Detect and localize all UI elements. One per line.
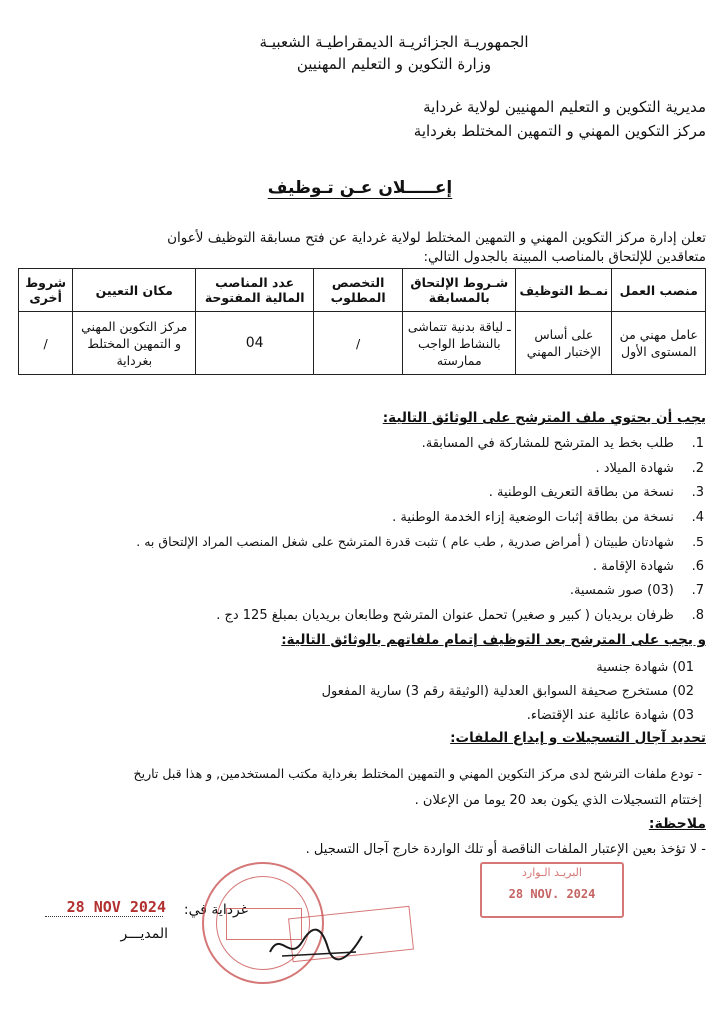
item-number: 1.	[691, 436, 704, 451]
item-number: 4.	[691, 509, 704, 525]
item-text: شهادتان طبيتان ( أمراض صدرية , طب عام ) تثبت قدرة المترشح على شغل المنصب المراد الإلتحاق به .	[136, 534, 675, 549]
item-text: نسخة من بطاقة التعريف الوطنية .	[488, 485, 674, 500]
list-item	[24, 555, 704, 580]
list-item	[24, 579, 704, 604]
cell-position: عامل مهني من المستوى الأول	[612, 312, 706, 375]
list-item	[24, 604, 704, 629]
col-count-header: عدد المناصب المالية المفتوحة	[196, 269, 314, 312]
col-conditions-header: شـروط الإلتحاق بالمسابقة	[403, 269, 516, 312]
reception-stamp	[480, 862, 624, 918]
cell-count: 04	[196, 312, 314, 375]
list-item	[24, 432, 704, 457]
item-text: شهادة عائلية عند الإقتضاء.	[526, 708, 669, 723]
list-item	[24, 481, 704, 506]
item-number: 8.	[691, 607, 704, 623]
center-header: مركز التكوين المهني و التمهين المختلط بغرداية	[413, 122, 706, 140]
cell-place: مركز التكوين المهني و التمهين المختلط بغرداية	[73, 312, 196, 375]
cell-conditions: ـ لياقة بدنية تتماشى بالنشاط الواجب ممارسته	[403, 312, 516, 375]
col-specialty-header: التخصص المطلوب	[313, 269, 402, 312]
place-label: غرداية في:	[183, 902, 248, 918]
item-number: 02)	[672, 684, 694, 699]
table-row	[19, 312, 706, 375]
documents-heading: يجب أن يحتوي ملف المترشح على الوثائق التالية:	[382, 410, 706, 426]
item-number: 7.	[691, 583, 704, 598]
table-header-row	[19, 269, 706, 312]
page-title: إعـــــلان عـن تـوظيف	[267, 178, 453, 198]
deadlines-line-2: إختتام التسجيلات الذي يكون بعد 20 يوما من الإعلان .	[414, 793, 702, 808]
item-text: شهادة الميلاد .	[595, 460, 674, 476]
note-heading: ملاحظة:	[648, 816, 706, 832]
list-item	[94, 704, 694, 728]
item-number: 01)	[672, 660, 694, 675]
item-number: 2.	[691, 460, 704, 476]
cell-other: /	[19, 312, 73, 375]
reception-stamp-label: البريـد الـوارد	[522, 866, 582, 879]
col-other-header: شروط أخرى	[19, 269, 73, 312]
intro-line-2: متعاقدين للإلتحاق بالمناصب المبينة بالجدول التالي:	[423, 249, 706, 265]
list-item	[94, 656, 694, 680]
item-text: طلب بخط يد المترشح للمشاركة في المسابقة.	[421, 436, 674, 451]
list-item	[24, 506, 704, 531]
cell-mode: على أساس الإختبار المهني	[516, 312, 612, 375]
item-text: ظرفان بريديان ( كبير و صغير) تحمل عنوان المترشح وطابعان بريديان بمبلغ 125 دج .	[216, 607, 674, 623]
reception-stamp-date: 28 NOV. 2024	[508, 887, 596, 901]
deadlines-heading: تحديد آجال التسجيلات و إيداع الملفات:	[450, 730, 706, 746]
positions-table	[18, 268, 706, 375]
director-label: المديـــر	[120, 926, 168, 942]
after-hiring-heading: و يجب على المترشح بعد التوظيف إتمام ملفاتهم بالوثائق التالية:	[281, 632, 706, 648]
ministry-header: وزارة التكوين و التعليم المهنيين	[296, 55, 492, 73]
signature-date: 28 NOV 2024	[66, 898, 166, 916]
documents-list	[24, 432, 704, 628]
item-text: (03) صور شمسية.	[569, 583, 674, 598]
signature-icon	[262, 922, 372, 966]
list-item	[94, 680, 694, 704]
item-text: مستخرج صحيفة السوابق العدلية (الوثيقة رقم 3) سارية المفعول	[321, 684, 669, 699]
item-number: 5.	[692, 534, 704, 549]
col-place-header: مكان التعيين	[73, 269, 196, 312]
item-text: نسخة من بطاقة إثبات الوضعية إزاء الخدمة الوطنية .	[392, 509, 674, 525]
item-text: شهادة جنسية	[596, 660, 669, 675]
item-text: شهادة الإقامة .	[592, 558, 674, 574]
note-text: - لا تؤخذ بعين الإعتبار الملفات الناقصة أو تلك الواردة خارج آجال التسجيل .	[305, 842, 706, 857]
intro-line-1: تعلن إدارة مركز التكوين المهني و التمهين المختلط لولاية غرداية عن فتح مسابقة التوظيف لأعوان	[167, 230, 706, 246]
list-item	[24, 457, 704, 482]
directorate-header: مديرية التكوين و التعليم المهنيين لولاية غرداية	[423, 98, 706, 116]
item-number: 3.	[691, 485, 704, 500]
col-position-header: منصب العمل	[612, 269, 706, 312]
item-number: 6.	[691, 558, 704, 574]
item-number: 03)	[672, 708, 694, 723]
cell-specialty: /	[313, 312, 402, 375]
col-mode-header: نمـط التوظيف	[516, 269, 612, 312]
list-item	[24, 530, 704, 555]
republic-header: الجمهوريـة الجزائريـة الديمقراطيـة الشعبيـة	[259, 33, 529, 51]
date-dotted-line	[45, 916, 163, 917]
deadlines-line-1: - تودع ملفات الترشح لدى مركز التكوين المهني و التمهين المختلط بغرداية مكتب المستخدمين, و هذا قبل تاريخ	[133, 766, 702, 781]
